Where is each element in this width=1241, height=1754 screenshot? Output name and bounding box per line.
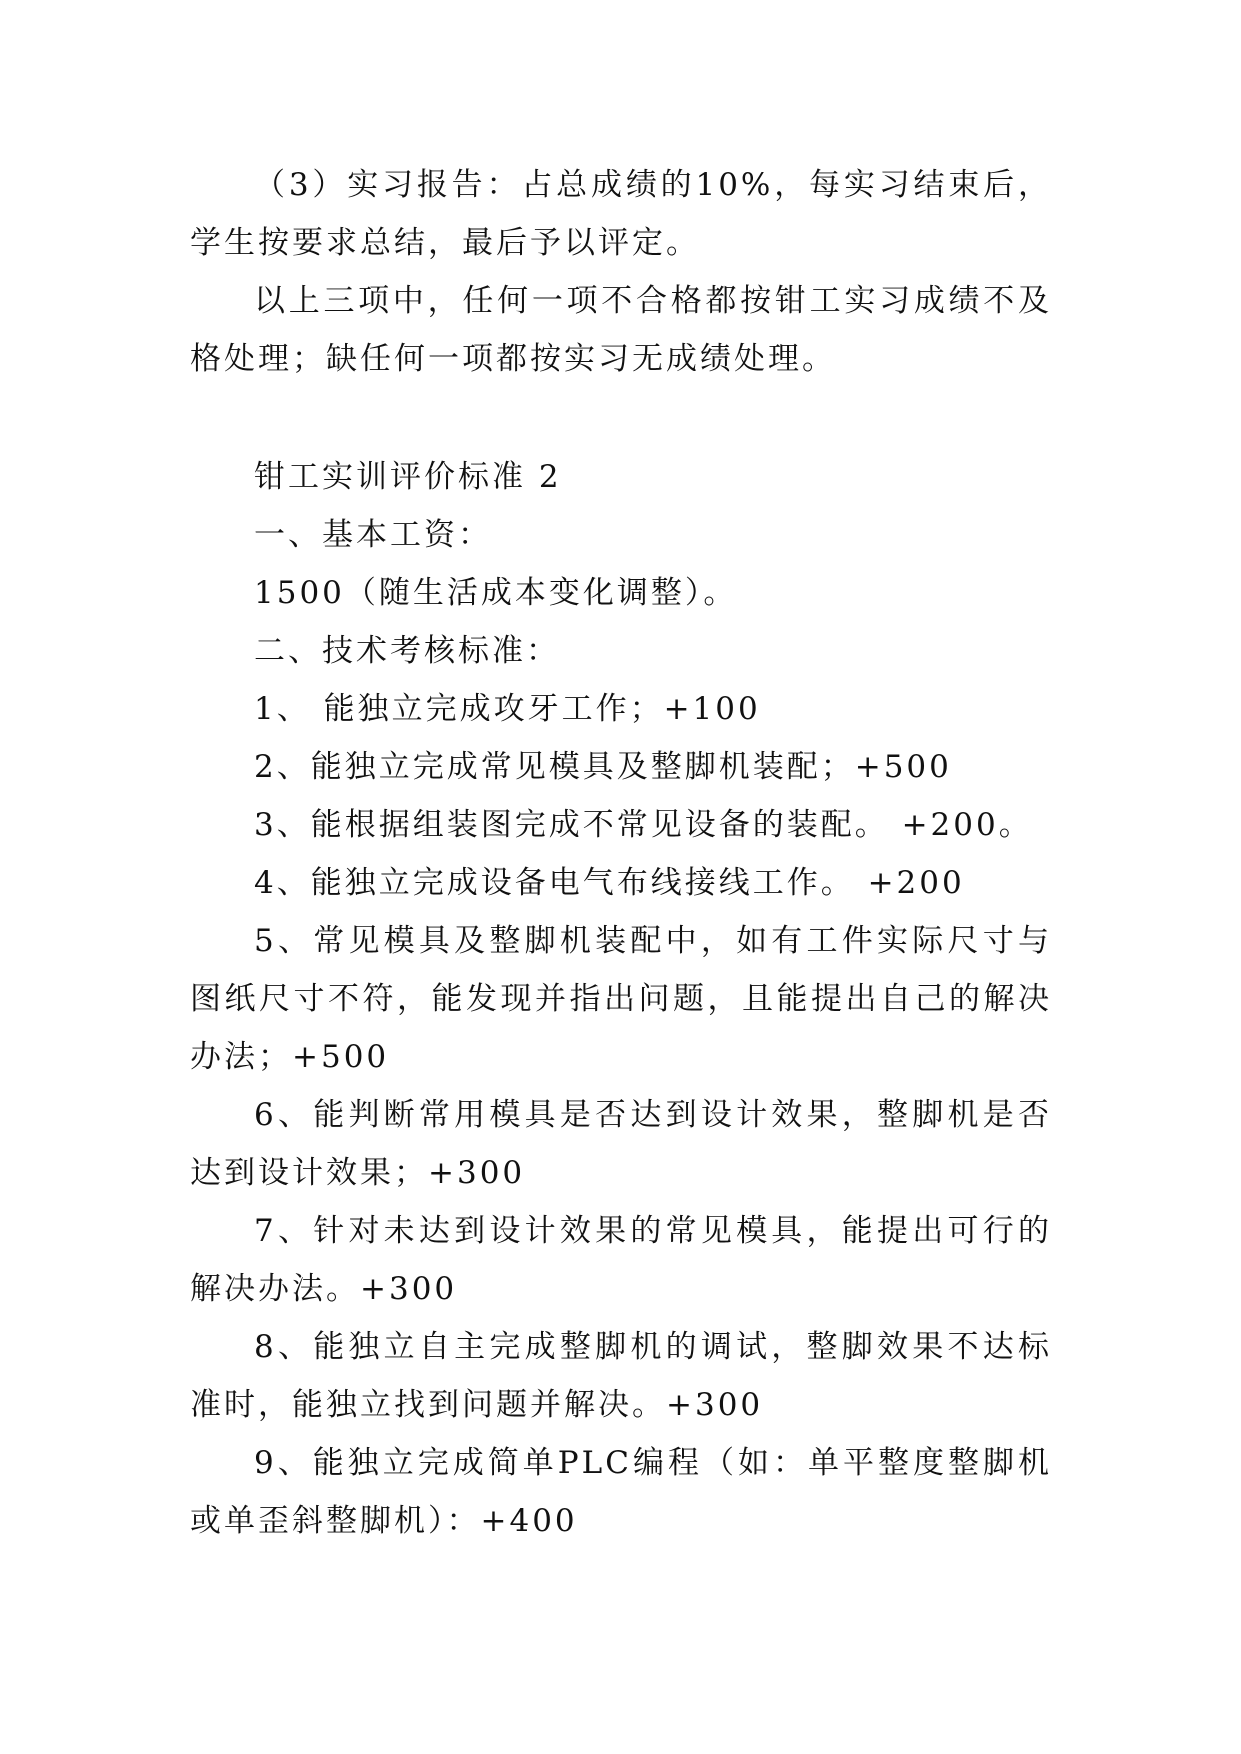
list-item: 4、能独立完成设备电气布线接线工作。 +200	[254, 865, 965, 901]
list-item-tech-standard-heading: 二、技术考核标准：	[254, 633, 560, 669]
section-title: 钳工实训评价标准 2	[254, 459, 562, 495]
list-item: 7、针对未达到设计效果的常见模具，能提出可行的解决办法。+300	[190, 1213, 1052, 1307]
intro-section	[190, 156, 1052, 388]
standards-list	[190, 506, 1052, 1550]
list-item: 6、能判断常用模具是否达到设计效果，整脚机是否达到设计效果；+300	[190, 1097, 1052, 1191]
list-item: 9、能独立完成简单PLC编程（如：单平整度整脚机或单歪斜整脚机）：+400	[190, 1445, 1052, 1539]
paragraph-failing-rule: 以上三项中，任何一项不合格都按钳工实习成绩不及格处理；缺任何一项都按实习无成绩处理。	[190, 283, 1052, 377]
list-item-basic-salary-value: 1500（随生活成本变化调整）。	[254, 575, 738, 611]
list-item: 5、常见模具及整脚机装配中，如有工件实际尺寸与图纸尺寸不符，能发现并指出问题，且能提出自己的解决办法；+500	[190, 923, 1052, 1075]
list-item: 2、能独立完成常见模具及整脚机装配；+500	[254, 749, 952, 785]
list-item: 8、能独立自主完成整脚机的调试，整脚效果不达标准时，能独立找到问题并解决。+300	[190, 1329, 1052, 1423]
list-item: 3、能根据组装图完成不常见设备的装配。 +200。	[254, 807, 1033, 843]
list-item: 1、 能独立完成攻牙工作；+100	[254, 691, 761, 727]
paragraph-internship-report: （3）实习报告：占总成绩的10%，每实习结束后，学生按要求总结，最后予以评定。	[190, 167, 1052, 261]
list-item-basic-salary-heading: 一、基本工资：	[254, 517, 492, 553]
